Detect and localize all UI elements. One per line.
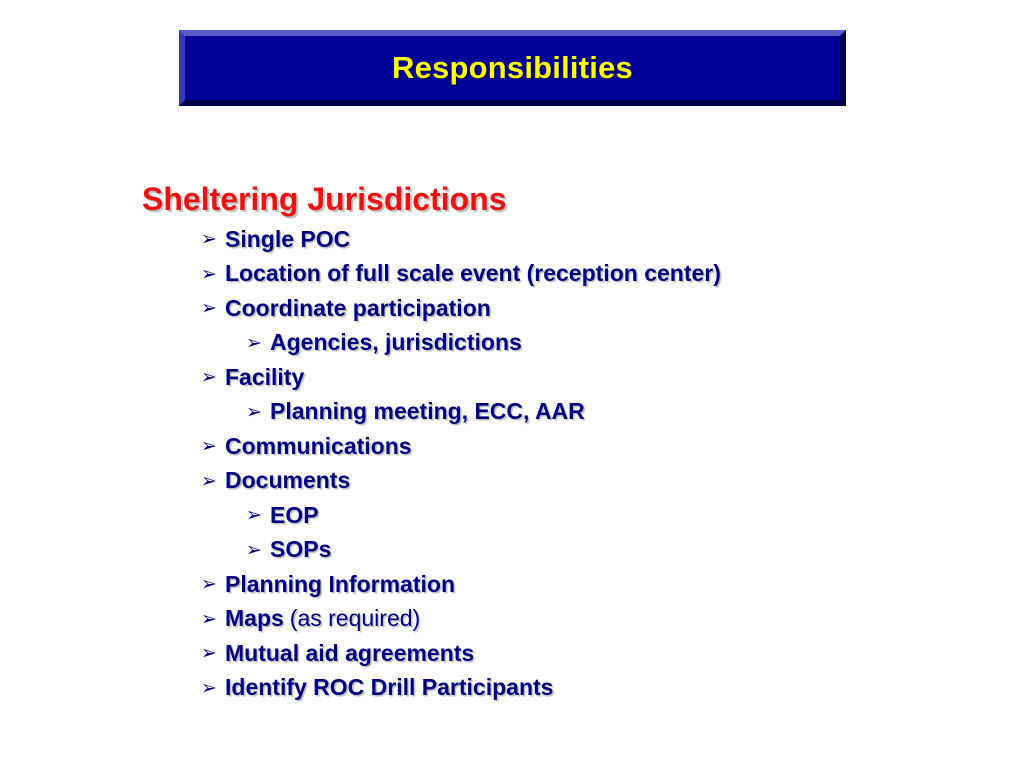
list-item bbox=[142, 671, 962, 706]
list-item-text: Agencies, jurisdictions bbox=[270, 329, 522, 356]
arrow-bullet-icon: ➢ bbox=[246, 504, 262, 527]
arrow-bullet-icon: ➢ bbox=[201, 435, 217, 458]
list-item-text: EOP bbox=[270, 501, 319, 528]
list-item-text: Identify ROC Drill Participants bbox=[225, 674, 554, 701]
arrow-bullet-icon: ➢ bbox=[201, 642, 217, 665]
list-item bbox=[142, 291, 962, 326]
bullet-list bbox=[142, 222, 962, 705]
arrow-bullet-icon: ➢ bbox=[201, 607, 217, 630]
list-item-text: Coordinate participation bbox=[225, 294, 491, 321]
slide-content bbox=[142, 176, 962, 705]
sub-list-item bbox=[142, 498, 962, 533]
title-banner bbox=[179, 30, 846, 106]
list-item bbox=[142, 429, 962, 464]
list-item-text: Facility bbox=[225, 363, 305, 390]
sub-list-item bbox=[142, 533, 962, 568]
arrow-bullet-icon: ➢ bbox=[246, 331, 262, 354]
list-item bbox=[142, 222, 962, 257]
list-item bbox=[142, 602, 962, 637]
arrow-bullet-icon: ➢ bbox=[201, 573, 217, 596]
arrow-bullet-icon: ➢ bbox=[201, 676, 217, 699]
list-item-text: Communications bbox=[225, 432, 412, 459]
sub-list-item bbox=[142, 395, 962, 430]
list-item-text: Mutual aid agreements bbox=[225, 639, 475, 666]
list-item-text: Planning meeting, ECC, AAR bbox=[270, 398, 585, 425]
section-heading: Sheltering Jurisdictions bbox=[142, 181, 507, 217]
list-item-text: SOPs bbox=[270, 536, 332, 563]
title-banner-inner bbox=[185, 36, 840, 100]
list-item-text: Planning Information bbox=[225, 570, 455, 597]
list-item bbox=[142, 360, 962, 395]
arrow-bullet-icon: ➢ bbox=[201, 228, 217, 251]
list-item-text: Documents bbox=[225, 467, 351, 494]
slide-title: Responsibilities bbox=[392, 50, 633, 85]
arrow-bullet-icon: ➢ bbox=[246, 538, 262, 561]
arrow-bullet-icon: ➢ bbox=[201, 262, 217, 285]
list-item bbox=[142, 257, 962, 292]
list-item-note: (as required) bbox=[289, 605, 421, 632]
list-item bbox=[142, 636, 962, 671]
arrow-bullet-icon: ➢ bbox=[201, 297, 217, 320]
arrow-bullet-icon: ➢ bbox=[201, 366, 217, 389]
arrow-bullet-icon: ➢ bbox=[246, 400, 262, 423]
sub-list-item bbox=[142, 326, 962, 361]
list-item-text: Single POC bbox=[225, 225, 351, 252]
list-item bbox=[142, 464, 962, 499]
list-item-text: Maps bbox=[225, 605, 284, 632]
list-item-text: Location of full scale event (reception center) bbox=[225, 260, 721, 287]
arrow-bullet-icon: ➢ bbox=[201, 469, 217, 492]
list-item bbox=[142, 567, 962, 602]
